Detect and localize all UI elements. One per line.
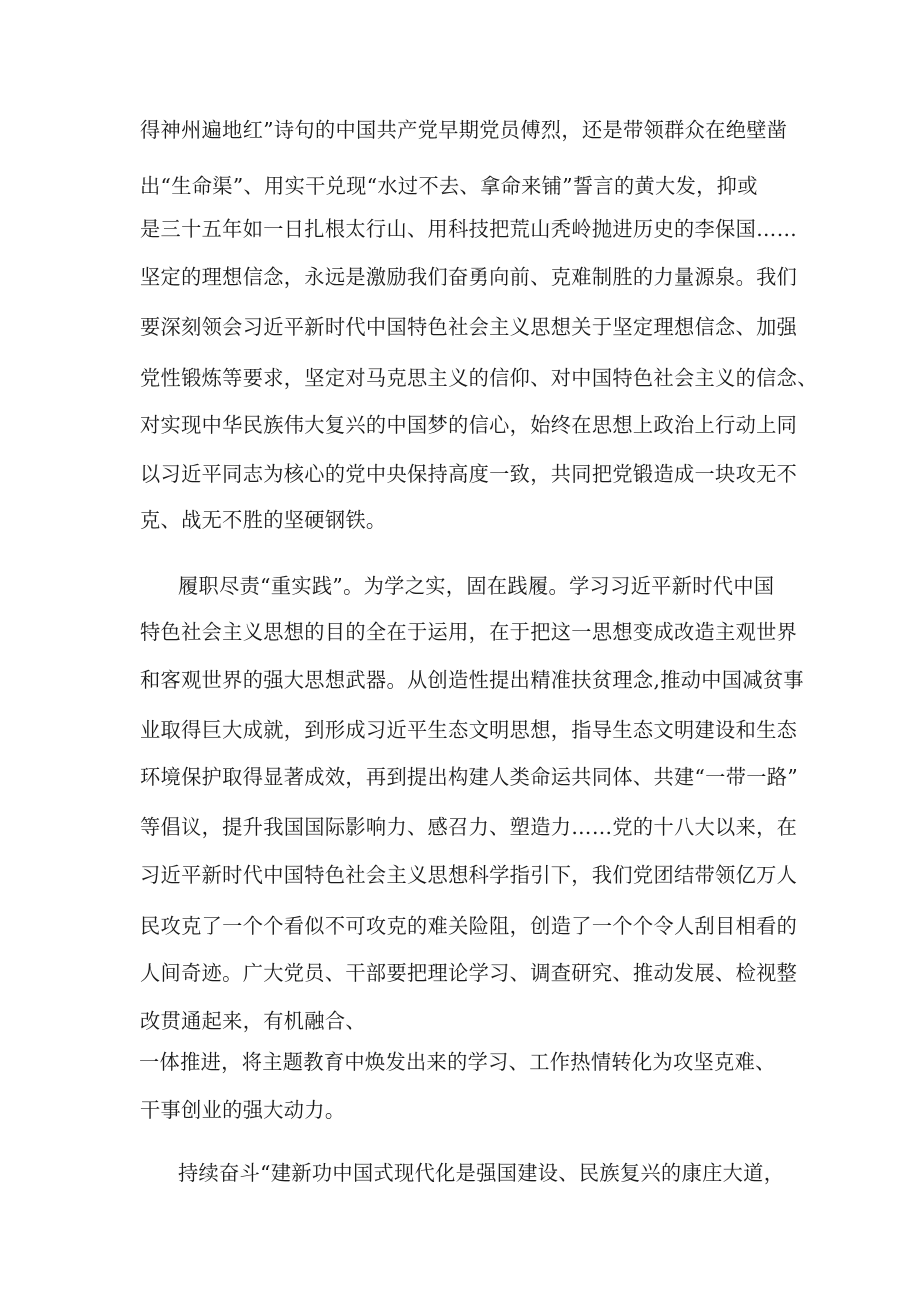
- text-line: 环境保护取得显著成效，再到提出构建人类命运共同体、共建“一带一路”: [140, 765, 799, 789]
- text-line: 坚定的理想信念，永远是激励我们奋勇向前、克难制胜的力量源泉。我们: [140, 265, 798, 289]
- text-line: 对实现中华民族伟大复兴的中国梦的信心，始终在思想上政治上行动上同: [140, 413, 798, 437]
- text-line: 以习近平同志为核心的党中央保持高度一致，共同把党锻造成一块攻无不: [140, 462, 798, 486]
- text-line: 一体推进，将主题教育中焕发出来的学习、工作热情转化为攻坚克难、: [139, 1050, 776, 1074]
- text-line: 得神州遍地红”诗句的中国共产党早期党员傅烈，还是带领群众在绝壁凿: [140, 118, 788, 142]
- text-line: 等倡议，提升我国国际影响力、感召力、塑造力……党的十八大以来，在: [140, 815, 798, 839]
- text-line: 习近平新时代中国特色社会主义思想科学指引下，我们党团结带领亿万人: [140, 863, 798, 887]
- text-line: 是三十五年如一日扎根太行山、用科技把荒山秃岭抛进历史的李保国……: [140, 217, 798, 241]
- text-line: 持续奋斗“建新功中国式现代化是强国建设、民族复兴的康庄大道，: [178, 1161, 785, 1185]
- text-line: 出“生命渠”、用实干兑现“水过不去、拿命来铺”誓言的黄大发，抑或: [140, 174, 758, 198]
- text-line: 人间奇迹。广大党员、干部要把理论学习、调查研究、推动发展、检视整: [140, 961, 798, 985]
- text-line: 克、战无不胜的坚硬钢铁。: [140, 508, 387, 532]
- text-line: 民攻克了一个个看似不可攻克的难关险阻，创造了一个个令人刮目相看的: [140, 914, 798, 938]
- text-line: 履职尽责“重实践”。为学之实，固在践履。学习习近平新时代中国: [178, 574, 775, 598]
- text-line: 党性锻炼等要求，坚定对马克思主义的信仰、对中国特色社会主义的信念、: [140, 366, 818, 390]
- text-line: 特色社会主义思想的目的全在于运用，在于把这一思想变成改造主观世界: [140, 620, 798, 644]
- text-line: 要深刻领会习近平新时代中国特色社会主义思想关于坚定理想信念、加强: [140, 315, 798, 339]
- text-line: 干事创业的强大动力。: [140, 1098, 346, 1122]
- text-line: 改贯通起来，有机融合、: [140, 1009, 366, 1033]
- text-line: 和客观世界的强大思想武器。从创造性提出精准扶贫理念,推动中国减贫事: [140, 668, 804, 692]
- text-line: 业取得巨大成就，到形成习近平生态文明思想，指导生态文明建设和生态: [140, 718, 798, 742]
